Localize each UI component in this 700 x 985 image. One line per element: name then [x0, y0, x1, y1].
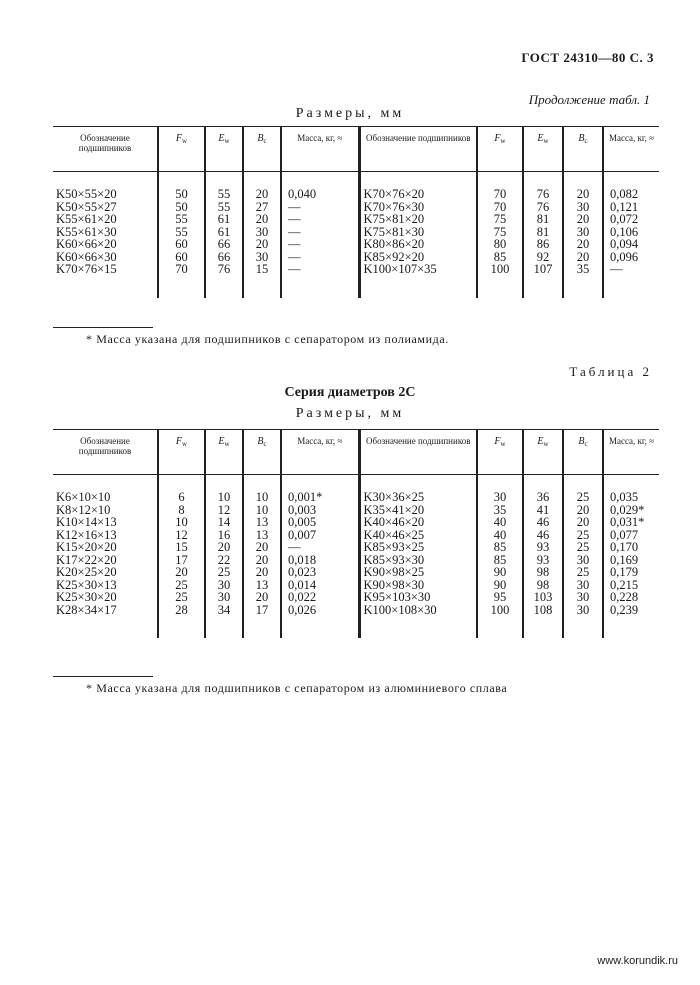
table-row	[53, 566, 659, 579]
cell-ew: 66	[205, 251, 243, 264]
cell-bc: 20	[563, 188, 603, 201]
cell-fw: 6	[158, 491, 205, 504]
cell-ew: 25	[205, 566, 243, 579]
cell-mass: 0,096	[603, 251, 659, 264]
cell-ew: 66	[205, 238, 243, 251]
cell-fw: 100	[477, 604, 523, 617]
cell-mass: 0,169	[603, 554, 659, 567]
cell-ew: 36	[523, 491, 563, 504]
cell-ew: 92	[523, 251, 563, 264]
cell-fw: 85	[477, 251, 523, 264]
cell-designation: K80×86×20	[359, 238, 477, 251]
table-row	[53, 226, 659, 239]
cell-mass: 0,077	[603, 529, 659, 542]
cell-bc: 20	[243, 188, 281, 201]
cell-designation: K17×22×20	[56, 552, 117, 567]
table1-continuation: Продолжение табл. 1	[528, 92, 650, 107]
col-header-bc: $B_c$	[563, 430, 603, 475]
cell-mass: —	[281, 226, 359, 239]
cell-fw: 20	[158, 566, 205, 579]
cell-bc: 30	[563, 579, 603, 592]
cell-ew: 55	[205, 188, 243, 201]
cell-ew: 61	[205, 226, 243, 239]
cell-ew: 46	[523, 529, 563, 542]
cell-ew: 81	[523, 226, 563, 239]
cell-bc: 20	[563, 504, 603, 517]
cell-designation: K90×98×25	[359, 566, 477, 579]
cell-fw: 40	[477, 516, 523, 529]
cell-designation: K75×81×30	[359, 226, 477, 239]
cell-designation: K15×20×20	[56, 540, 117, 554]
cell-ew: 55	[205, 201, 243, 214]
footnote-rule-1	[53, 327, 153, 328]
col-header-fw: $F_w$	[477, 430, 523, 475]
table1-caption: Размеры, мм	[295, 106, 405, 121]
cell-mass: —	[281, 541, 359, 554]
cell-bc: 17	[243, 604, 281, 617]
cell-mass: 0,179	[603, 566, 659, 579]
cell-designation: K12×16×13	[56, 527, 117, 542]
cell-bc: 20	[563, 251, 603, 264]
cell-fw: 40	[477, 529, 523, 542]
cell-designation: K40×46×20	[359, 516, 477, 529]
table2-footnote: * Масса указана для подшипников с сепаратором из алюминиевого сплава	[86, 681, 508, 695]
cell-mass: —	[603, 263, 659, 276]
cell-ew: 10	[205, 491, 243, 504]
cell-fw: 35	[477, 504, 523, 517]
cell-fw: 90	[477, 566, 523, 579]
cell-designation: K60×66×30	[56, 249, 117, 264]
cell-mass: —	[281, 238, 359, 251]
cell-fw: 50	[158, 201, 205, 214]
cell-designation: K25×30×13	[56, 577, 117, 592]
cell-bc: 25	[563, 541, 603, 554]
cell-ew: 46	[523, 516, 563, 529]
table-row	[53, 529, 659, 542]
cell-ew: 16	[205, 529, 243, 542]
cell-ew: 76	[523, 201, 563, 214]
col-header-ew: $E_w$	[205, 430, 243, 475]
cell-bc: 13	[243, 579, 281, 592]
cell-fw: 85	[477, 554, 523, 567]
cell-bc: 13	[243, 516, 281, 529]
cell-fw: 55	[158, 226, 205, 239]
cell-bc: 30	[563, 226, 603, 239]
cell-ew: 81	[523, 213, 563, 226]
cell-designation: K70×76×30	[359, 201, 477, 214]
cell-ew: 61	[205, 213, 243, 226]
cell-ew: 14	[205, 516, 243, 529]
cell-ew: 76	[523, 188, 563, 201]
cell-fw: 25	[158, 579, 205, 592]
cell-mass: 0,072	[603, 213, 659, 226]
col-header-bc: $B_c$	[243, 430, 281, 475]
cell-ew: 98	[523, 579, 563, 592]
table-row	[53, 604, 659, 617]
cell-fw: 60	[158, 238, 205, 251]
col-header-name: Обозначение подшипников	[53, 127, 158, 172]
cell-fw: 55	[158, 213, 205, 226]
cell-ew: 41	[523, 504, 563, 517]
cell-mass: 0,022	[281, 591, 359, 604]
cell-bc: 25	[563, 491, 603, 504]
cell-ew: 30	[205, 591, 243, 604]
cell-designation: K40×46×25	[359, 529, 477, 542]
cell-bc: 13	[243, 529, 281, 542]
cell-mass: 0,007	[281, 529, 359, 542]
table-row	[53, 491, 659, 504]
cell-ew: 93	[523, 554, 563, 567]
cell-mass: 0,121	[603, 201, 659, 214]
cell-mass: —	[281, 263, 359, 276]
cell-bc: 10	[243, 491, 281, 504]
spacer-row	[53, 475, 659, 492]
col-header-ew: $E_w$	[523, 430, 563, 475]
cell-fw: 30	[477, 491, 523, 504]
cell-bc: 20	[243, 554, 281, 567]
cell-bc: 30	[243, 251, 281, 264]
cell-mass: 0,239	[603, 604, 659, 617]
col-header-mass: Масса, кг, ≈	[281, 430, 359, 475]
cell-bc: 20	[563, 516, 603, 529]
cell-mass: —	[281, 201, 359, 214]
table-row	[53, 541, 659, 554]
table-row	[53, 579, 659, 592]
cell-mass: 0,035	[603, 491, 659, 504]
cell-ew: 107	[523, 263, 563, 276]
cell-ew: 86	[523, 238, 563, 251]
cell-fw: 90	[477, 579, 523, 592]
cell-fw: 12	[158, 529, 205, 542]
table-row	[53, 213, 659, 226]
cell-designation: K95×103×30	[359, 591, 477, 604]
cell-fw: 15	[158, 541, 205, 554]
col-header-mass: Масса, кг, ≈	[603, 127, 659, 172]
cell-mass: 0,001*	[281, 491, 359, 504]
cell-mass: 0,029*	[603, 504, 659, 517]
cell-bc: 20	[243, 566, 281, 579]
cell-ew: 34	[205, 604, 243, 617]
cell-fw: 8	[158, 504, 205, 517]
table-row	[53, 251, 659, 264]
cell-designation: K25×30×20	[56, 590, 117, 604]
cell-fw: 70	[477, 188, 523, 201]
table-row	[53, 516, 659, 529]
col-header-name: Обозначение подшипников	[359, 127, 477, 172]
cell-bc: 25	[563, 566, 603, 579]
table-row	[53, 201, 659, 214]
cell-designation: K30×36×25	[359, 491, 477, 504]
table-row	[53, 188, 659, 201]
table2-series-title: Серия диаметров 2С	[284, 385, 416, 400]
cell-mass: 0,005	[281, 516, 359, 529]
cell-bc: 30	[563, 591, 603, 604]
cell-ew: 12	[205, 504, 243, 517]
col-header-bc: $B_c$	[563, 127, 603, 172]
cell-bc: 20	[243, 238, 281, 251]
cell-ew: 22	[205, 554, 243, 567]
cell-bc: 20	[563, 213, 603, 226]
cell-designation: K50×55×20	[56, 187, 117, 201]
table1	[53, 126, 659, 298]
cell-ew: 108	[523, 604, 563, 617]
cell-mass: 0,106	[603, 226, 659, 239]
table-row	[53, 591, 659, 604]
table2	[53, 429, 659, 638]
cell-designation: K60×66×20	[56, 237, 117, 251]
spacer-row	[53, 276, 659, 298]
spacer-row	[53, 616, 659, 638]
cell-fw: 28	[158, 604, 205, 617]
col-header-fw: $F_w$	[158, 127, 205, 172]
cell-mass: —	[281, 251, 359, 264]
table2-caption: Размеры, мм	[295, 406, 405, 421]
table-row	[53, 238, 659, 251]
col-header-mass: Масса, кг, ≈	[281, 127, 359, 172]
col-header-ew: $E_w$	[523, 127, 563, 172]
cell-ew: 20	[205, 541, 243, 554]
cell-designation: K6×10×10	[56, 490, 111, 504]
cell-designation: K55×61×20	[56, 212, 117, 226]
col-header-mass: Масса, кг, ≈	[603, 430, 659, 475]
cell-ew: 103	[523, 591, 563, 604]
cell-designation: K28×34×17	[56, 602, 117, 617]
col-header-fw: $F_w$	[158, 430, 205, 475]
cell-bc: 30	[563, 604, 603, 617]
cell-fw: 17	[158, 554, 205, 567]
cell-bc: 20	[563, 238, 603, 251]
spacer-row	[53, 172, 659, 189]
cell-fw: 25	[158, 591, 205, 604]
cell-fw: 75	[477, 226, 523, 239]
cell-fw: 75	[477, 213, 523, 226]
cell-designation: K100×108×30	[359, 604, 477, 617]
table-row	[53, 554, 659, 567]
cell-fw: 70	[477, 201, 523, 214]
cell-fw: 80	[477, 238, 523, 251]
cell-fw: 50	[158, 188, 205, 201]
cell-bc: 25	[563, 529, 603, 542]
cell-designation: K20×25×20	[56, 565, 117, 579]
col-header-name: Обозначение подшипников	[359, 430, 477, 475]
table-row	[53, 263, 659, 276]
cell-fw: 100	[477, 263, 523, 276]
table2-label: Таблица 2	[569, 364, 652, 379]
cell-designation: K10×14×13	[56, 515, 117, 529]
table1-body	[53, 172, 659, 298]
cell-designation: K90×98×30	[359, 579, 477, 592]
cell-designation: K70×76×20	[359, 188, 477, 201]
cell-bc: 27	[243, 201, 281, 214]
col-header-ew: $E_w$	[205, 127, 243, 172]
cell-fw: 85	[477, 541, 523, 554]
table2-body	[53, 475, 659, 639]
cell-mass: 0,003	[281, 504, 359, 517]
cell-mass: 0,094	[603, 238, 659, 251]
cell-bc: 35	[563, 263, 603, 276]
cell-mass: 0,026	[281, 604, 359, 617]
cell-ew: 93	[523, 541, 563, 554]
cell-ew: 30	[205, 579, 243, 592]
cell-designation: K85×93×25	[359, 541, 477, 554]
cell-designation: K100×107×35	[359, 263, 477, 276]
cell-bc: 20	[243, 541, 281, 554]
cell-mass: 0,215	[603, 579, 659, 592]
cell-mass: 0,082	[603, 188, 659, 201]
cell-designation: K85×93×30	[359, 554, 477, 567]
cell-mass: 0,040	[281, 188, 359, 201]
cell-mass: 0,170	[603, 541, 659, 554]
cell-bc: 30	[563, 554, 603, 567]
cell-mass: 0,023	[281, 566, 359, 579]
page-header-gost: ГОСТ 24310—80 С. 3	[521, 50, 654, 65]
cell-bc: 20	[243, 591, 281, 604]
cell-mass: 0,031*	[603, 516, 659, 529]
cell-mass: 0,014	[281, 579, 359, 592]
cell-bc: 20	[243, 213, 281, 226]
cell-designation: K35×41×20	[359, 504, 477, 517]
cell-ew: 98	[523, 566, 563, 579]
table1-footnote: * Масса указана для подшипников с сепаратором из полиамида.	[86, 332, 449, 346]
table-row	[53, 504, 659, 517]
site-watermark: www.korundik.ru	[597, 955, 678, 967]
cell-bc: 30	[243, 226, 281, 239]
cell-designation: K55×61×30	[56, 224, 117, 239]
cell-mass: 0,018	[281, 554, 359, 567]
col-header-bc: $B_c$	[243, 127, 281, 172]
cell-bc: 10	[243, 504, 281, 517]
col-header-fw: $F_w$	[477, 127, 523, 172]
cell-fw: 70	[158, 263, 205, 276]
cell-bc: 30	[563, 201, 603, 214]
table2-header	[53, 430, 659, 475]
cell-mass: —	[281, 213, 359, 226]
cell-designation: K70×76×15	[56, 262, 117, 276]
cell-designation: K8×12×10	[56, 502, 111, 517]
cell-designation: K50×55×27	[56, 199, 117, 214]
cell-designation: K85×92×20	[359, 251, 477, 264]
cell-bc: 15	[243, 263, 281, 276]
cell-ew: 76	[205, 263, 243, 276]
cell-designation: K75×81×20	[359, 213, 477, 226]
footnote-rule-2	[53, 676, 153, 677]
table1-header	[53, 127, 659, 172]
cell-fw: 95	[477, 591, 523, 604]
cell-fw: 60	[158, 251, 205, 264]
cell-fw: 10	[158, 516, 205, 529]
cell-mass: 0,228	[603, 591, 659, 604]
col-header-name: Обозначение подшипников	[53, 430, 158, 475]
